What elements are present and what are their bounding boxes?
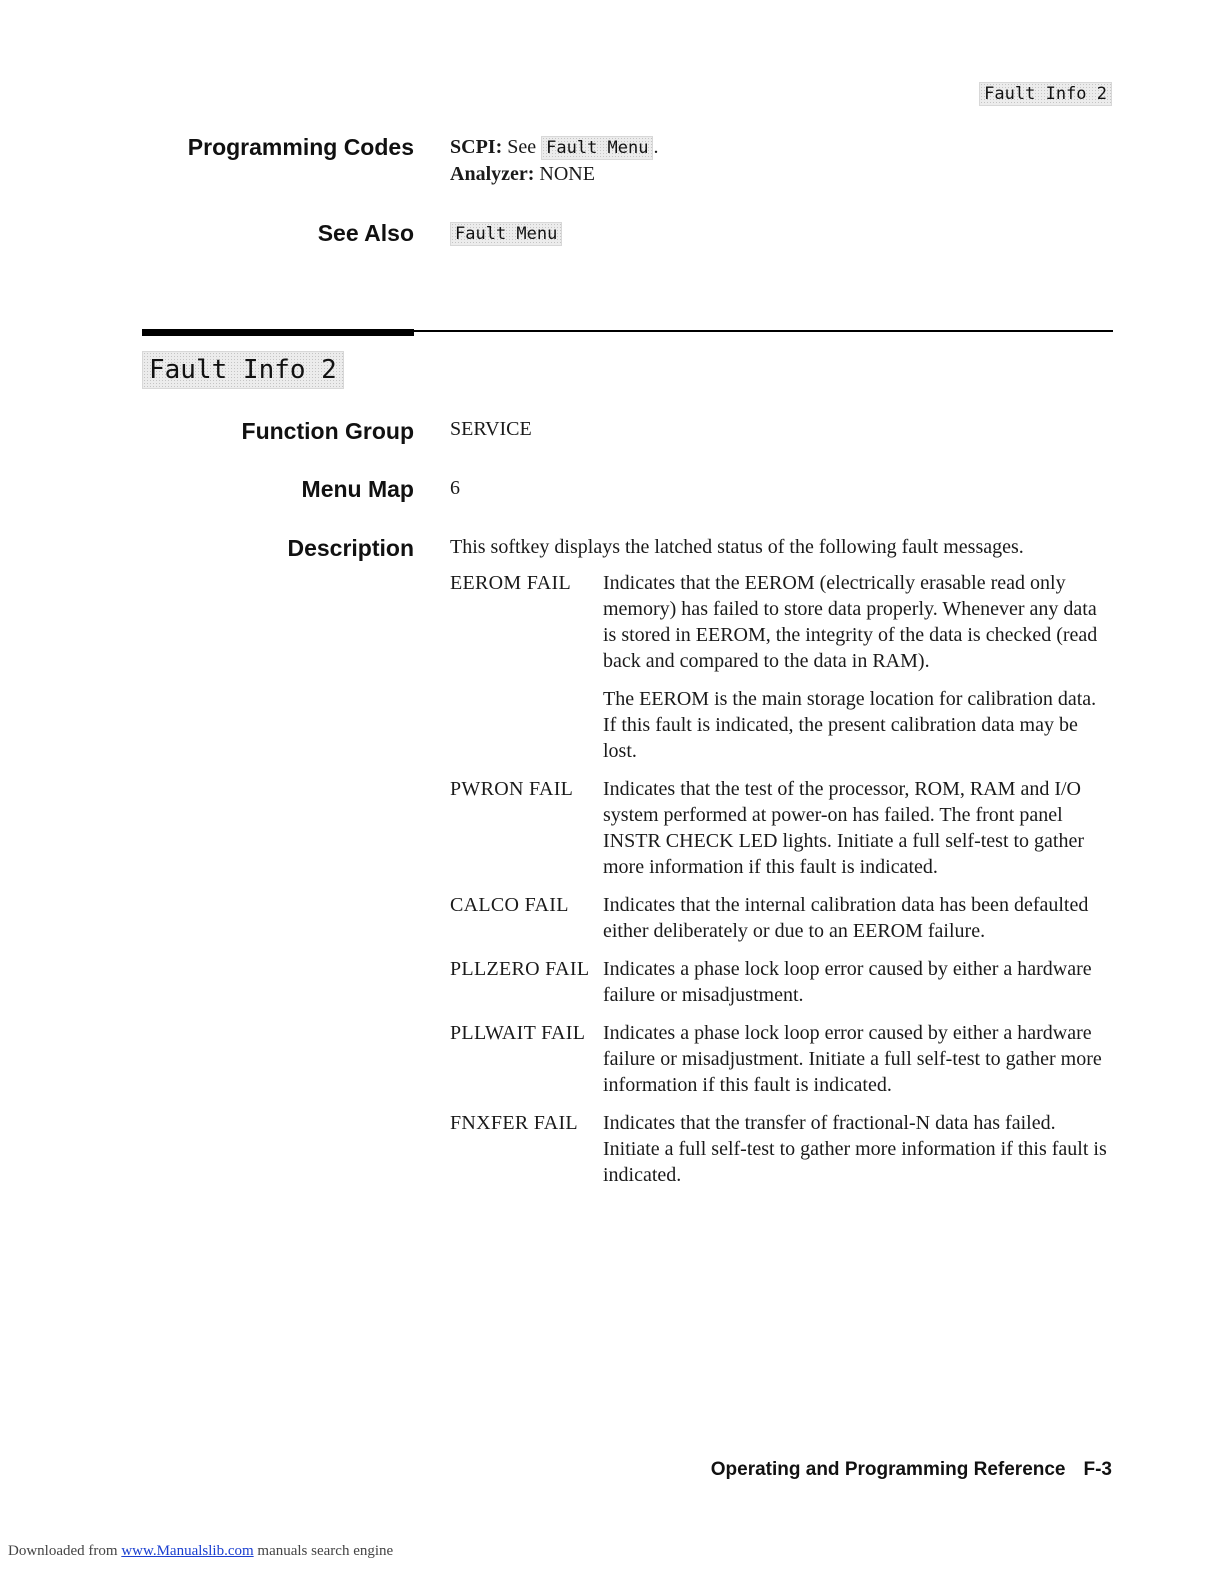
- fault-row: [450, 892, 1112, 944]
- scpi-prefix: See: [507, 136, 537, 158]
- description-label: Description: [287, 535, 414, 561]
- download-prefix: Downloaded from: [8, 1543, 118, 1559]
- fault-description: [603, 776, 1112, 880]
- analyzer-label: Analyzer:: [450, 163, 535, 185]
- programming-codes-value: [450, 134, 658, 187]
- menu-map-label: Menu Map: [301, 476, 414, 502]
- fault-list: [450, 570, 1112, 1188]
- analyzer-line: [450, 161, 658, 187]
- fault-code: CALCO FAIL: [450, 894, 569, 916]
- see-also-label: See Also: [317, 220, 414, 246]
- fault-description: [603, 1110, 1112, 1188]
- footer-title: Operating and Programming Reference: [710, 1459, 1066, 1480]
- fault-description-paragraph: Indicates a phase lock loop error caused by either a hardware failure or misadjustment. Initiate a full self-test to gather more information if this fault is indicated.: [603, 1022, 1102, 1096]
- fault-code: FNXFER FAIL: [450, 1112, 578, 1134]
- fault-description-paragraph: Indicates that the EEROM (electrically erasable read only memory) has failed to store data properly. Whenever any data is stored in EEROM, the integrity of the data is checked (read back and compared to the data in RAM).: [603, 572, 1098, 672]
- see-also-fault-menu-key[interactable]: Fault Menu: [450, 222, 562, 246]
- scpi-line: [450, 134, 658, 161]
- function-group-value: SERVICE: [450, 418, 532, 440]
- fault-description: [603, 1020, 1112, 1098]
- fault-code: EEROM FAIL: [450, 572, 571, 594]
- download-suffix: manuals search engine: [257, 1543, 394, 1559]
- fault-description-paragraph: Indicates that the test of the processor, ROM, RAM and I/O system performed at power-on has failed. The front panel INSTR CHECK LED lights. Initiate a full self-test to gather more information if this fault is indicated.: [603, 778, 1085, 878]
- fault-code: PWRON FAIL: [450, 778, 574, 800]
- fault-row: [450, 776, 1112, 880]
- section-rule-thin: [414, 330, 1113, 332]
- fault-row: [450, 1020, 1112, 1098]
- description-body: [450, 534, 1112, 1200]
- scpi-fault-menu-key[interactable]: Fault Menu: [541, 136, 653, 160]
- see-also-value: [450, 220, 562, 247]
- manualslib-link[interactable]: www.Manualslib.com: [121, 1543, 254, 1559]
- section-rule-thick: [142, 329, 414, 336]
- fault-description: [603, 956, 1112, 1008]
- fault-description: [603, 570, 1112, 764]
- download-note: [8, 1543, 393, 1560]
- fault-row: [450, 570, 1112, 764]
- scpi-label: SCPI:: [450, 136, 503, 158]
- fault-row: [450, 1110, 1112, 1188]
- fault-description-paragraph: Indicates that the internal calibration data has been defaulted either deliberately or due to an EEROM failure.: [603, 894, 1089, 942]
- menu-map-value: 6: [450, 477, 460, 499]
- fault-code: PLLWAIT FAIL: [450, 1022, 586, 1044]
- description-intro: This softkey displays the latched status of the following fault messages.: [450, 536, 1024, 558]
- scpi-suffix: .: [653, 136, 659, 158]
- section-title-softkey: Fault Info 2: [142, 351, 344, 389]
- page-number: F-3: [1083, 1459, 1112, 1480]
- fault-description: [603, 892, 1112, 944]
- fault-description-paragraph: Indicates a phase lock loop error caused by either a hardware failure or misadjustment.: [603, 958, 1092, 1006]
- page-footer: [711, 1459, 1112, 1481]
- programming-codes-label: Programming Codes: [187, 134, 414, 160]
- function-group-label: Function Group: [241, 418, 414, 444]
- fault-description-paragraph: The EEROM is the main storage location for calibration data. If this fault is indicated, the present calibration data may be lost.: [603, 688, 1097, 762]
- fault-description-paragraph: Indicates that the transfer of fractional-N data has failed. Initiate a full self-test to gather more information if this fault is indicated.: [603, 1112, 1107, 1186]
- header-softkey: Fault Info 2: [979, 82, 1112, 106]
- fault-code: PLLZERO FAIL: [450, 958, 590, 980]
- analyzer-value: NONE: [539, 163, 595, 185]
- fault-row: [450, 956, 1112, 1008]
